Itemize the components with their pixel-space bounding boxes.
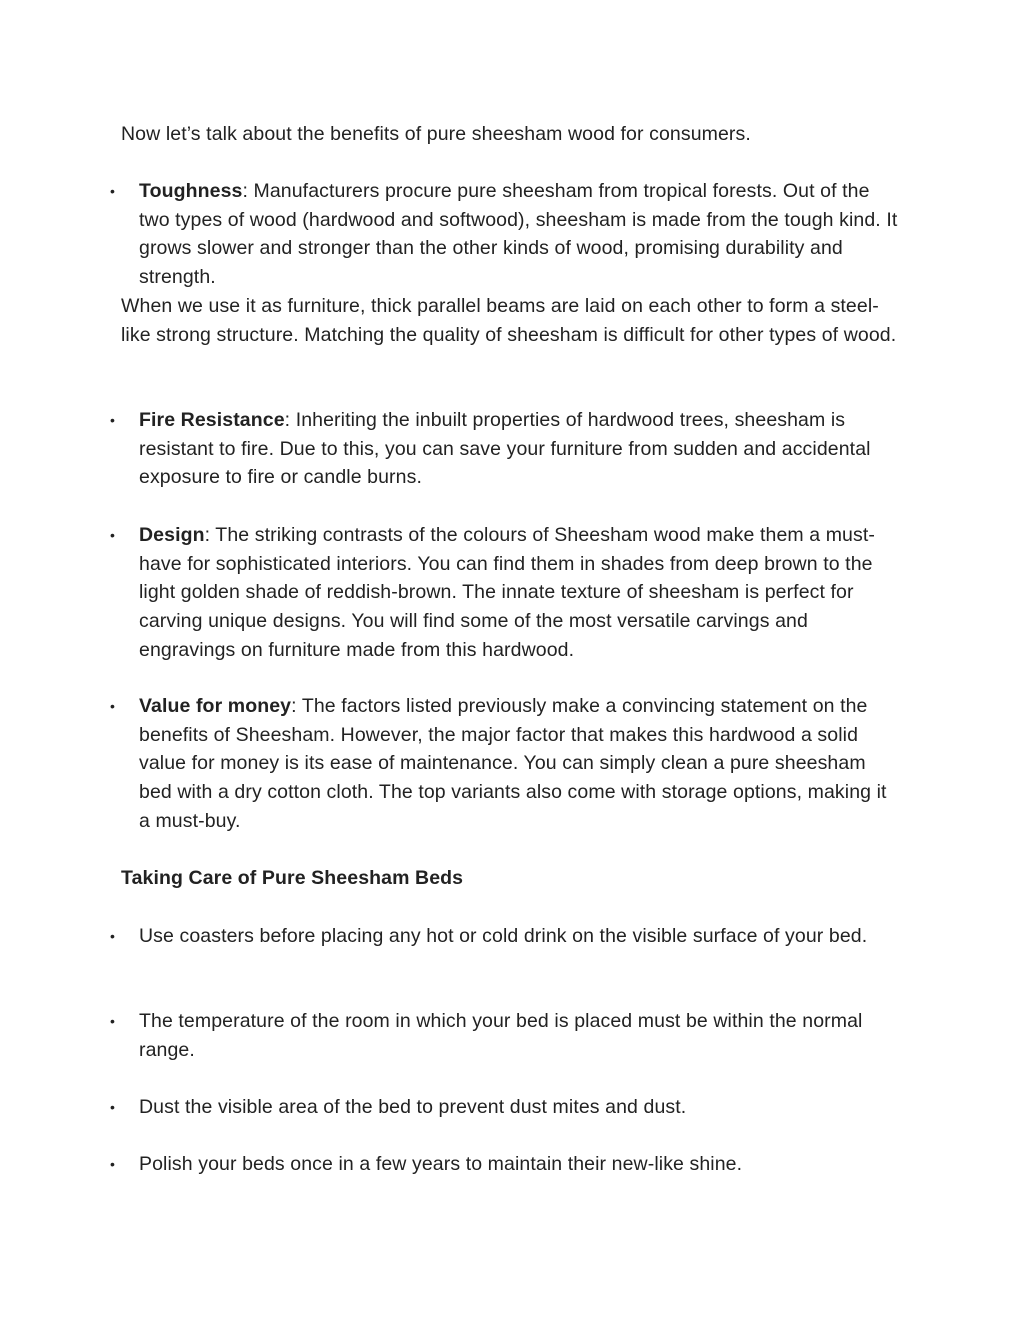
bullet-icon: • [110, 698, 116, 714]
care-tip-text: Use coasters before placing any hot or cold drink on the visible surface of your bed. [139, 925, 868, 947]
list-item-text: : Inheriting the inbuilt properties of hardwood trees, sheesham is resistant to fire. Due to this, you can save your furniture from sudden and accidental exposure to fire or candle burns. [139, 409, 871, 489]
list-item-body [139, 521, 901, 665]
list-item-body [139, 177, 901, 292]
toughness-followup-paragraph: When we use it as furniture, thick parallel beams are laid on each other to form a steel-like strong structure. Matching the quality of sheesham is difficult for other types of wood. [121, 295, 897, 346]
list-item-term: Value for money [139, 695, 292, 717]
bullet-icon: • [110, 1099, 116, 1115]
care-tip-text: Polish your beds once in a few years to maintain their new-like shine. [139, 1153, 743, 1175]
list-item-text: : Manufacturers procure pure sheesham from tropical forests. Out of the two types of wood (hardwood and softwood), sheesham is made from the tough kind. It grows slower and stronger than the other kinds of wood, promising durability and strength. [139, 180, 898, 289]
bullet-icon: • [110, 928, 116, 944]
care-tip-text: The temperature of the room in which your bed is placed must be within the normal range. [139, 1010, 863, 1061]
bullet-icon: • [110, 527, 116, 543]
list-item-term: Design [139, 524, 205, 546]
section-heading: Taking Care of Pure Sheesham Beds [121, 867, 464, 889]
list-item-term: Toughness [139, 180, 243, 202]
list-item-text: : The striking contrasts of the colours of Sheesham wood make them a must-have for sophisticated interiors. You can find them in shades from deep brown to the light golden shade of reddish-brown. The innate texture of sheesham is perfect for carving unique designs. You will find some of the most versatile carvings and engravings on furniture made from this hardwood. [139, 524, 875, 661]
bullet-icon: • [110, 1013, 116, 1029]
bullet-icon: • [110, 1156, 116, 1172]
intro-paragraph: Now let’s talk about the benefits of pure sheesham wood for consumers. [121, 123, 751, 145]
bullet-icon: • [110, 412, 116, 428]
list-item-body [139, 692, 901, 836]
bullet-icon: • [110, 183, 116, 199]
list-item-text: : The factors listed previously make a convincing statement on the benefits of Sheesham. However, the major factor that makes this hardwood a solid value for money is its ease of maintenance. You can simply clean a pure sheesham bed with a dry cotton cloth. The top variants also come with storage options, making it a must-buy. [139, 695, 887, 832]
care-tip-text: Dust the visible area of the bed to prevent dust mites and dust. [139, 1096, 687, 1118]
list-item-term: Fire Resistance [139, 409, 285, 431]
list-item-body [139, 406, 901, 492]
